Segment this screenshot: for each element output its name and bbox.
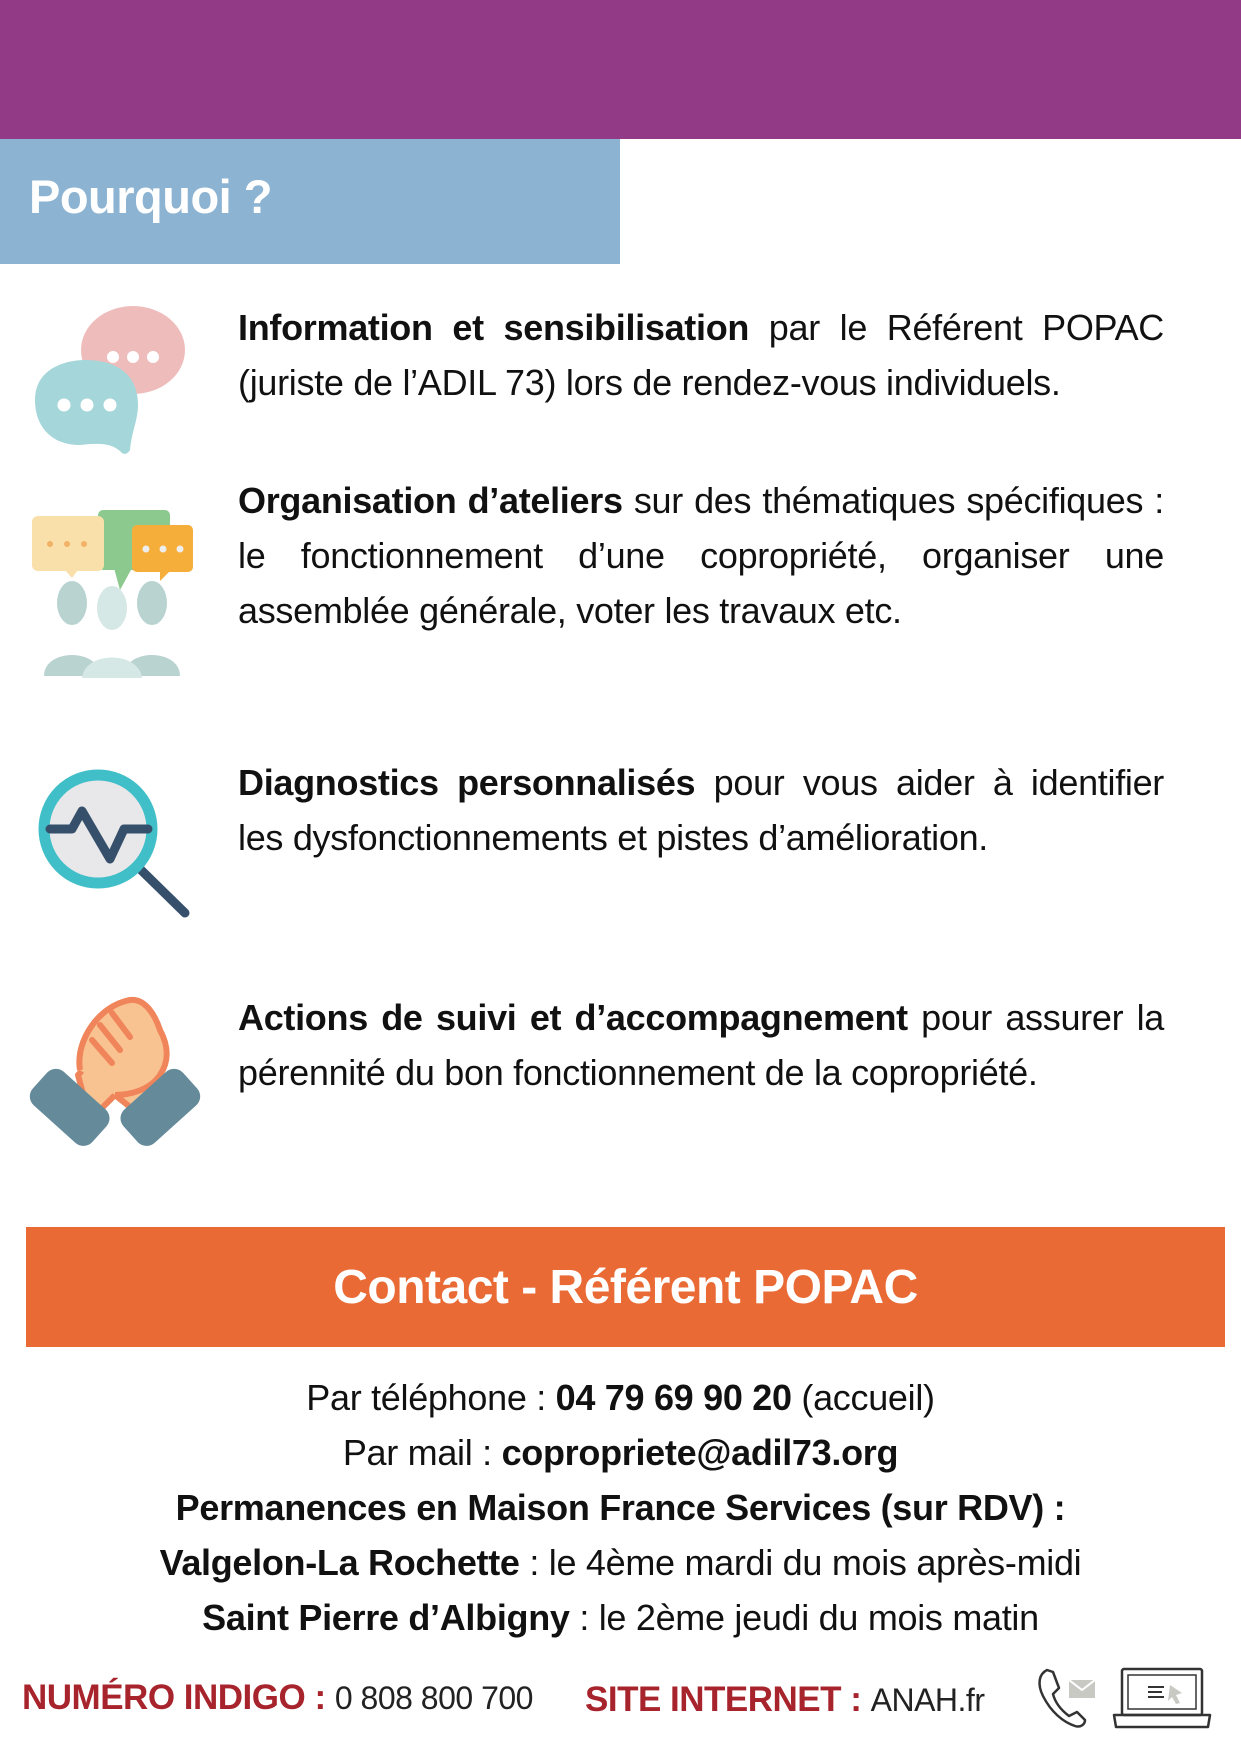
- benefit-rest: pour assurer la pérennité du bon fonctionnement de la copropriété.: [238, 997, 1164, 1093]
- handshake-icon: [20, 995, 200, 1155]
- benefit-rest: pour vous aider à identifier les dysfonctionnements et pistes d’amélioration.: [238, 762, 1164, 858]
- workshop-group-icon: [20, 508, 200, 678]
- section-title: Pourquoi ?: [29, 170, 273, 223]
- location-schedule: : le 4ème mardi du mois après-midi: [519, 1542, 1082, 1583]
- phone-number[interactable]: 04 79 69 90 20: [555, 1377, 792, 1418]
- benefit-text: [238, 300, 1164, 410]
- indigo-value[interactable]: 0 808 800 700: [334, 1680, 533, 1716]
- benefit-bold: Diagnostics personnalisés: [238, 762, 696, 803]
- permanence-location: [0, 1590, 1241, 1645]
- benefit-bold: Actions de suivi et d’accompagnement: [238, 997, 908, 1038]
- permanences-title: Permanences en Maison France Services (sur RDV) :: [175, 1487, 1066, 1528]
- location-schedule: : le 2ème jeudi du mois matin: [569, 1597, 1039, 1638]
- mail-label: Par mail :: [342, 1432, 502, 1473]
- contact-title: Contact - Référent POPAC: [333, 1261, 918, 1314]
- contact-phone-line: [0, 1370, 1241, 1425]
- benefit-rest: sur des thématiques spécifiques : le fonctionnement d’une copropriété, organiser une assemblée générale, voter les travaux etc.: [238, 480, 1165, 631]
- contact-mail-line: [0, 1425, 1241, 1480]
- benefit-text: [238, 990, 1164, 1100]
- site-internet: [585, 1680, 984, 1720]
- benefit-rest: par le Référent POPAC (juriste de l’ADIL 73) lors de rendez-vous individuels.: [238, 307, 1164, 403]
- phone-note: (accueil): [791, 1377, 935, 1418]
- site-value[interactable]: ANAH.fr: [870, 1682, 985, 1718]
- location-name: Valgelon-La Rochette: [159, 1542, 520, 1583]
- top-color-band: [0, 0, 1241, 139]
- benefit-bold: Organisation d’ateliers: [238, 480, 623, 521]
- mail-address[interactable]: copropriete@adil73.org: [501, 1432, 899, 1473]
- benefit-text: [238, 473, 1164, 638]
- permanence-location: [0, 1535, 1241, 1590]
- indigo-label: NUMÉRO INDIGO :: [22, 1678, 335, 1717]
- footer-banner: [0, 1660, 1241, 1730]
- section-header: [0, 139, 620, 264]
- indigo-number: [22, 1678, 533, 1718]
- diagnostic-magnifier-icon: [20, 757, 200, 927]
- phone-label: Par téléphone :: [306, 1377, 556, 1418]
- contact-header: [26, 1227, 1225, 1347]
- benefit-text: [238, 755, 1164, 865]
- location-name: Saint Pierre d’Albigny: [202, 1597, 570, 1638]
- laptop-icon: [1112, 1665, 1212, 1731]
- speech-bubbles-icon: [20, 305, 200, 465]
- site-label: SITE INTERNET :: [585, 1680, 871, 1719]
- permanences-title-line: [0, 1480, 1241, 1535]
- benefit-bold: Information et sensibilisation: [238, 307, 750, 348]
- phone-mail-icon: [1035, 1660, 1100, 1730]
